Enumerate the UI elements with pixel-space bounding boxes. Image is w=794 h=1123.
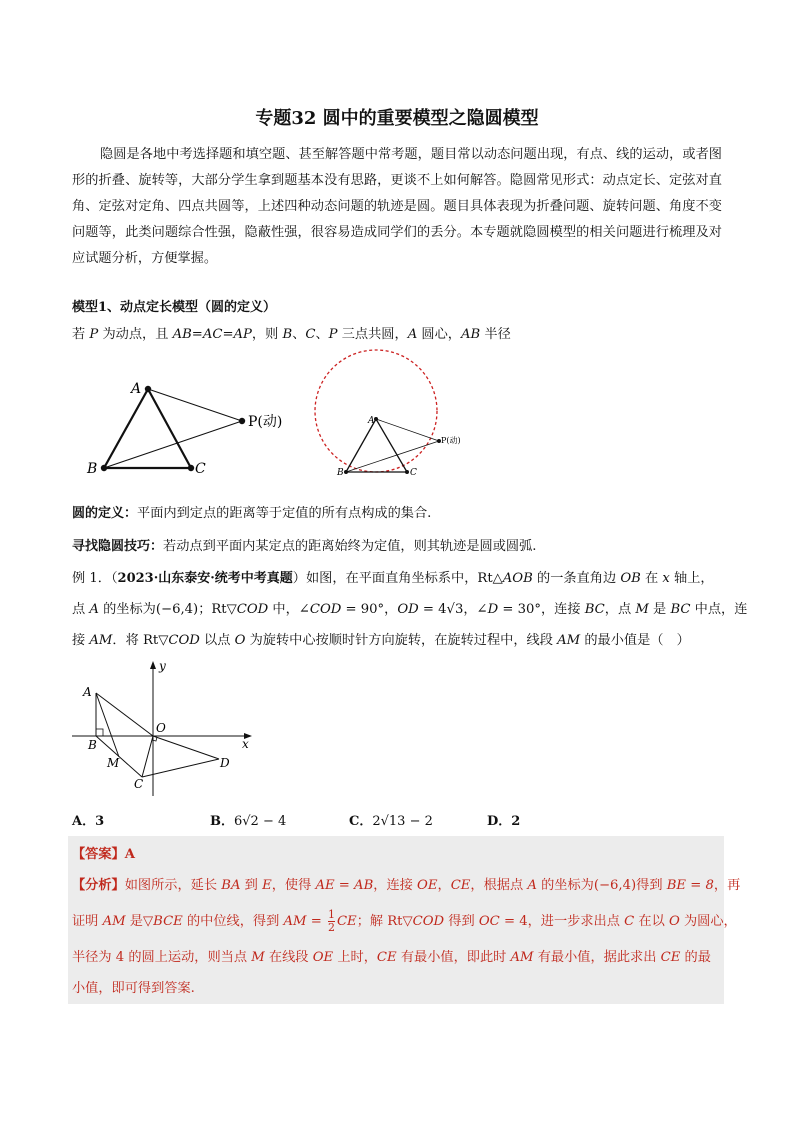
point-B <box>101 465 107 471</box>
label-y: y <box>159 659 166 673</box>
segment-AO <box>96 693 153 736</box>
point-B <box>344 470 348 474</box>
point-A <box>374 417 378 421</box>
model1-figure-triangle <box>78 370 298 480</box>
label-M: M <box>107 756 120 770</box>
segment-BP <box>346 441 439 472</box>
point-C <box>405 470 409 474</box>
point-A <box>145 386 151 392</box>
model1-heading: 模型1、动点定长模型（圆的定义） <box>72 300 277 315</box>
intro-paragraph <box>72 142 722 272</box>
label-C: C <box>195 461 206 477</box>
analysis-line4: 小值，即可得到答案. <box>72 981 195 996</box>
circle-definition: 圆的定义：平面内到定点的距离等于定值的所有点构成的集合. <box>72 506 432 521</box>
segment-OC <box>142 736 153 777</box>
analysis-line2: 证明 AM 是▽BCE 的中位线，得到 AM = $\frac{1}{2}$ CE；解 Rt▽COD 得到 OC = 4，进一步求出点 C 在以 O 为圆心， <box>72 908 737 934</box>
label-P: P(动) <box>248 414 283 430</box>
right-angle-B <box>96 729 103 736</box>
point-C <box>188 465 194 471</box>
example1-line1: 例 1．（2023·山东泰安·统考中考真题）如图，在平面直角坐标系中，Rt△AOB 的一条直角边 OB 在 x 轴上， <box>72 571 714 586</box>
label-P: P(动) <box>441 436 461 445</box>
option-b[interactable]: B．6√2 − 4 <box>210 814 287 829</box>
segment-OD <box>153 736 219 759</box>
label-A: A <box>83 685 92 699</box>
model1-statement: 若 P 为动点，且 AB=AC=AP，则 B、C、P 三点共圆，A 圆心，AB 半径 <box>72 327 511 342</box>
label-B: B <box>87 461 98 477</box>
page-title: 专题32 圆中的重要模型之隐圆模型 <box>255 108 539 129</box>
segment-AB <box>346 419 376 472</box>
label-B: B <box>337 468 344 478</box>
option-a[interactable]: A．3 <box>72 814 105 829</box>
example1-figure <box>66 656 266 804</box>
point-P <box>239 418 245 424</box>
label-C: C <box>410 468 417 478</box>
example1-line2: 点 A 的坐标为(−6,4)；Rt▽COD 中，∠COD = 90°，OD = 4√3，∠D = 30°，连接 BC，点 M 是 BC 中点，连 <box>72 602 748 617</box>
hidden-circle-tip: 寻找隐圆技巧：若动点到平面内某定点的距离始终为定值，则其轨迹是圆或圆弧. <box>72 539 537 554</box>
example1-line3: 接 AM．将 Rt▽COD 以点 O 为旋转中心按顺时针方向旋转，在旋转过程中，线段 AM 的最小值是（ ） <box>72 633 690 648</box>
segment-CD <box>142 759 219 777</box>
option-c[interactable]: C．2√13 − 2 <box>349 814 433 829</box>
y-axis-arrow <box>150 661 156 669</box>
model1-figure-circle <box>310 344 470 484</box>
intro-text: 隐圆是各地中考选择题和填空题、甚至解答题中常考题，题目常以动态问题出现，有点、线的运动，或者图形的折叠、旋转等，大部分学生拿到题基本没有思路，更谈不上如何解答。隐圆常见形式：动点定长、定弦对直角、定弦对定角、四点共圆等，上述四种动态问题的轨迹是圆。题目具体表现为折叠问题、旋转问题、角度不变问题等，此类问题综合性强，隐蔽性强，很容易造成同学们的丢分。本专题就隐圆模型的相关问题进行梳理及对应试题分析，方便掌握。 <box>72 147 722 266</box>
option-d[interactable]: D．2 <box>487 814 521 829</box>
label-A: A <box>131 381 142 397</box>
label-x: x <box>242 737 249 751</box>
segment-AM <box>96 693 119 757</box>
label-O: O <box>156 721 166 735</box>
analysis-line1: 【分析】如图所示，延长 BA 到 E，使得 AE = AB，连接 OE，CE，根据点 A 的坐标为(−6,4)得到 BE = 8，再 <box>72 878 741 893</box>
segment-AC <box>376 419 407 472</box>
fraction-one-half: $\frac{1}{2}$ <box>327 908 335 934</box>
label-C: C <box>134 777 144 791</box>
label-B: B <box>88 738 97 752</box>
segment-AC <box>148 389 191 468</box>
dashed-circle <box>315 350 437 472</box>
answer-line: 【答案】A <box>72 847 135 862</box>
segment-AB <box>104 389 148 468</box>
label-A: A <box>368 416 375 426</box>
segment-AP <box>376 419 439 441</box>
segment-BP <box>104 421 242 468</box>
analysis-line3: 半径为 4 的圆上运动，则当点 M 在线段 OE 上时，CE 有最小值，即此时 AM 有最小值，据此求出 CE 的最 <box>72 950 711 965</box>
label-D: D <box>220 756 230 770</box>
